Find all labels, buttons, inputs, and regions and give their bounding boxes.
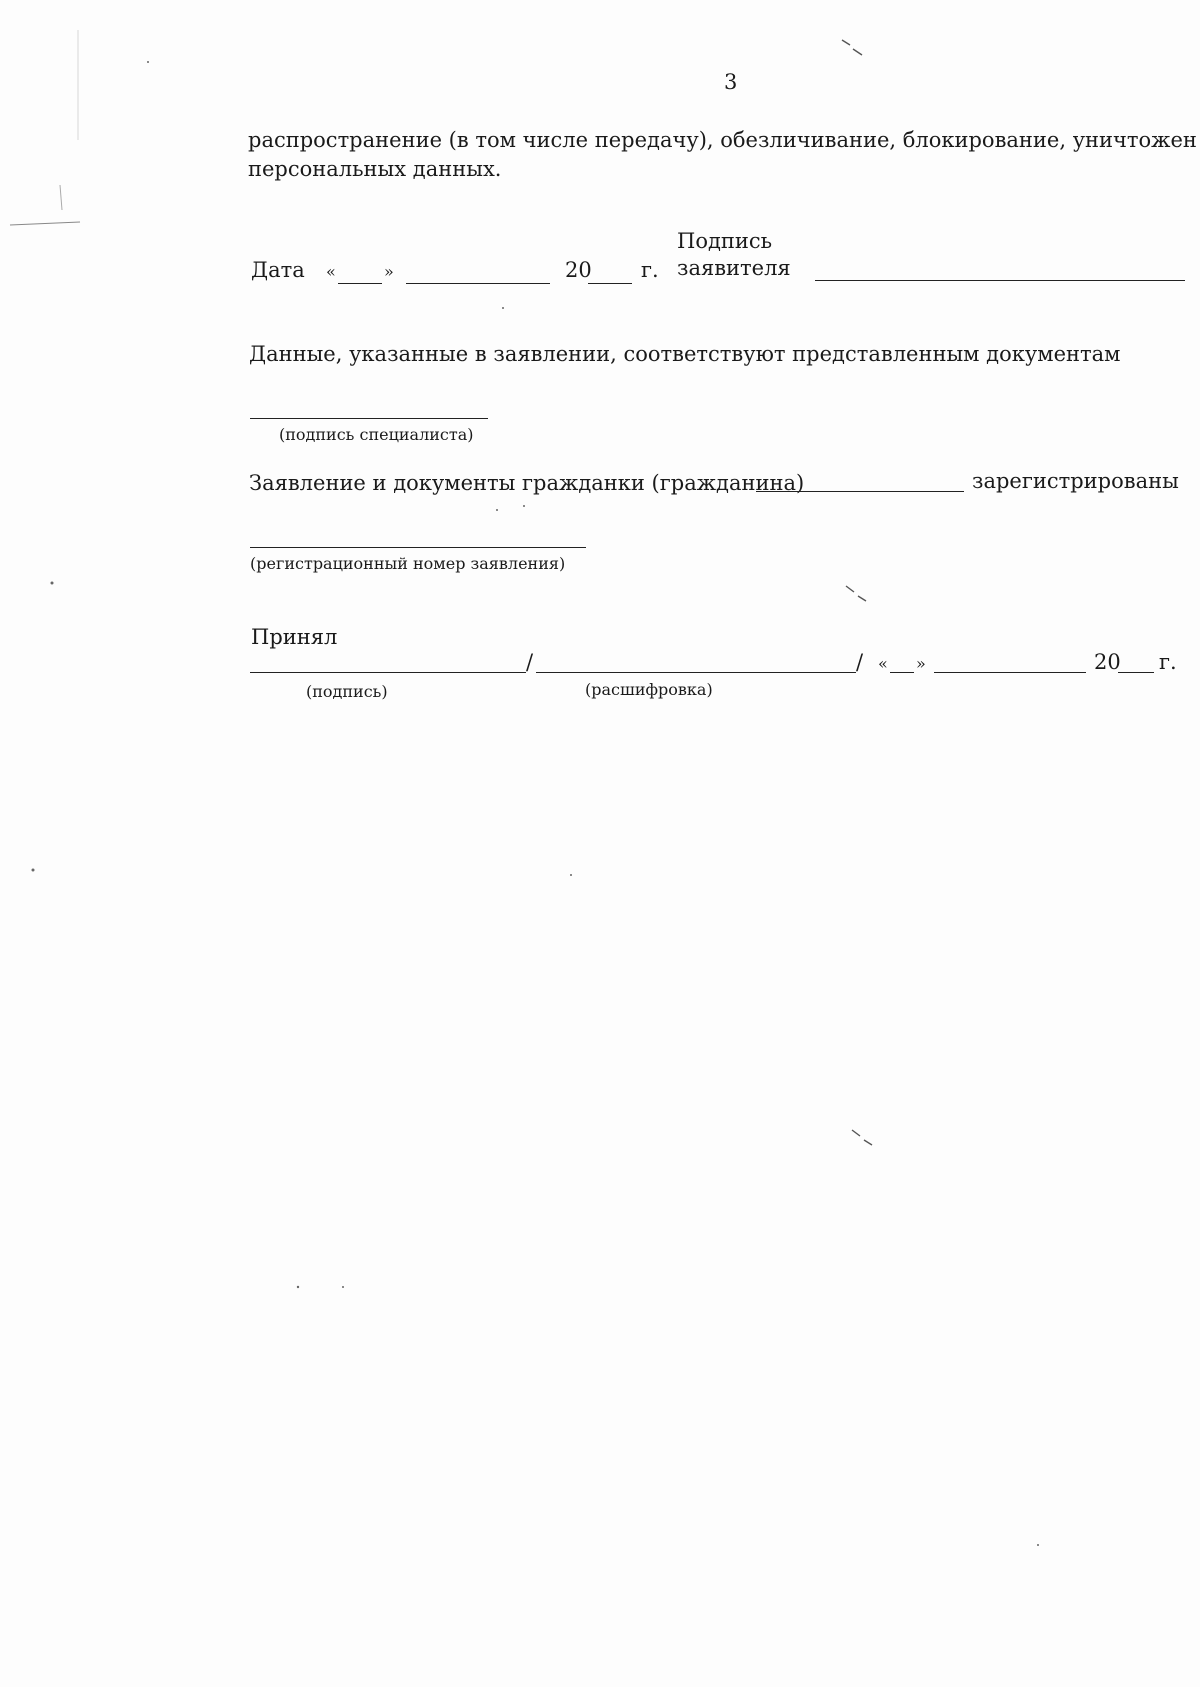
accepted-year-suffix: г. (1159, 650, 1177, 674)
accepted-signature-caption: (подпись) (306, 682, 388, 701)
accepted-quote-close: » (916, 654, 926, 673)
intro-line-2: персональных данных. (248, 157, 502, 181)
signature-label-line-1: Подпись (677, 229, 773, 253)
accepted-decoding-caption: (расшифровка) (585, 680, 713, 699)
year-prefix: 20 (565, 258, 592, 282)
accepted-slash-1: / (526, 650, 534, 674)
year-suffix: г. (641, 258, 659, 282)
accepted-slash-2: / (856, 650, 864, 674)
page-number: 3 (724, 70, 738, 94)
scan-marks (10, 30, 872, 1145)
specialist-caption: (подпись специалиста) (279, 425, 474, 444)
registration-number-caption: (регистрационный номер заявления) (250, 554, 566, 573)
date-quote-close: » (384, 262, 394, 281)
date-quote-open: « (326, 262, 336, 281)
intro-line-1: распространение (в том числе передачу), обезличивание, блокирование, уничтожен (248, 128, 1197, 152)
registration-text-after: зарегистрированы (972, 469, 1179, 493)
accepted-year-prefix: 20 (1094, 650, 1121, 674)
scan-specks (32, 61, 1040, 1546)
registration-text-before: Заявление и документы гражданки (гражданина) (249, 471, 805, 495)
verification-text: Данные, указанные в заявлении, соответствуют представленным документам (249, 342, 1121, 366)
accepted-label: Принял (251, 625, 338, 649)
signature-label-line-2: заявителя (677, 256, 791, 280)
accepted-quote-open: « (878, 654, 888, 673)
date-label: Дата (251, 258, 305, 282)
